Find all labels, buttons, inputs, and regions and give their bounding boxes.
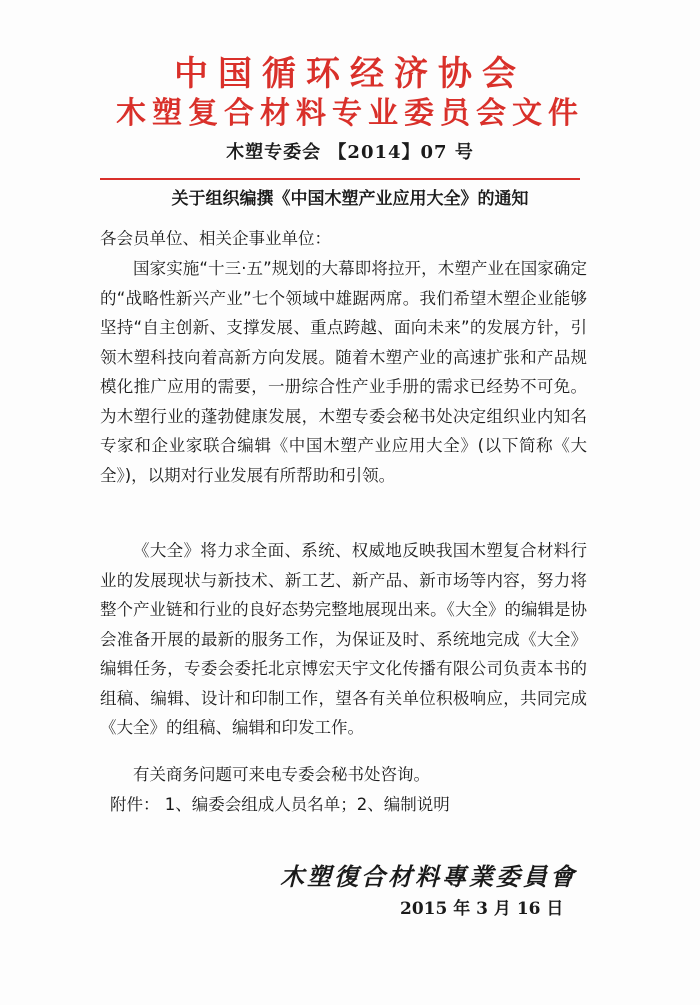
signature-stamp: 木塑復合材料專業委員會 <box>280 862 577 891</box>
paragraph-3: 有关商务问题可来电专委会秘书处咨询。 <box>133 765 430 784</box>
issue-date: 2015 年 3 月 16 日 <box>400 899 564 919</box>
org-name-line1: 中国循环经济协会 <box>174 54 526 94</box>
document-number: 木塑专委会 【2014】07 号 <box>226 142 474 163</box>
paragraph-2: 《大全》将力求全面、系统、权威地反映我国木塑复合材料行业的发展现状与新技术、新工艺、新产品、新市场等内容，努力将整个产业链和行业的良好态势完整地展现出来。《大全》的编辑是协会准备开展的最新的服务工作，为保证及时、系统地完成《大全》编辑任务，专委会委托北京博宏天宇文化传播有限公司负责本书的组稿、编辑、设计和印制工作，望各有关单位积极响应，共同完成《大全》的组稿、编辑和印发工作。 <box>100 541 587 737</box>
org-name-line2: 木塑复合材料专业委员会文件 <box>116 96 584 131</box>
salutation: 各会员单位、相关企事业单位： <box>100 229 331 248</box>
attachment-line: 附件： 1、编委会组成人员名单；2、编制说明 <box>110 795 450 814</box>
notice-title: 关于组织编撰《中国木塑产业应用大全》的通知 <box>171 189 529 209</box>
header-divider <box>100 178 580 180</box>
paragraph-1: 国家实施“十三·五”规划的大幕即将拉开，木塑产业在国家确定的“战略性新兴产业”七个领域中雄踞两席。我们希望木塑企业能够坚持“自主创新、支撑发展、重点跨越、面向未来”的发展方针，引领木塑科技向着高新方向发展。随着木塑产业的高速扩张和产品规模化推广应用的需要，一册综合性产业手册的需求已经势不可免。为木塑行业的蓬勃健康发展，木塑专委会秘书处决定组织业内知名专家和企业家联合编辑《中国木塑产业应用大全》(以下简称《大全》)，以期对行业发展有所帮助和引领。 <box>100 259 587 485</box>
